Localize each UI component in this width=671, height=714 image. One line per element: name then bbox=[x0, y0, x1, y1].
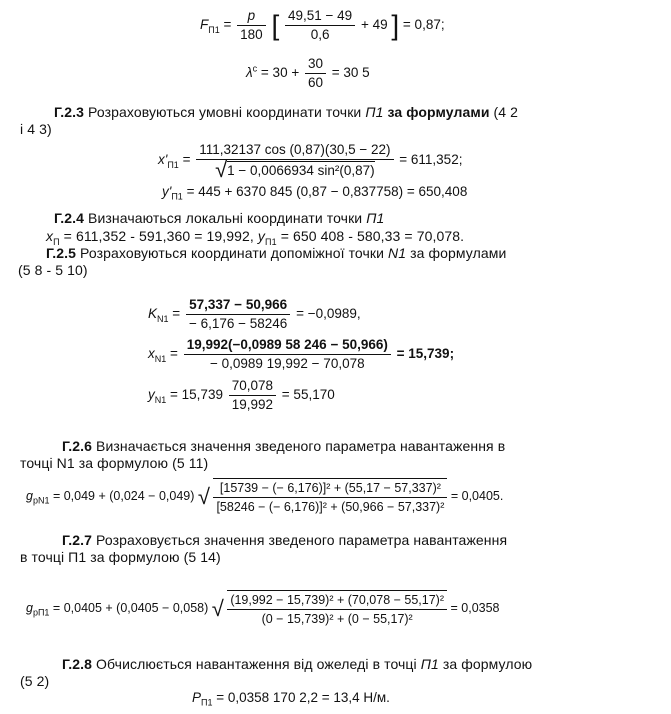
formula-x-n1: $x_{N1}$ = $\frac{19,992(-0,0989 58 246 - 50,966)}{- 0,0989 19,992 - 70,078}$ = 15,739; bbox=[148, 337, 455, 371]
formula-k-n1: $K_{N1}$ = $\frac{57,337 - 50,966}{- 6,176 - 58246}$ = −0,0989, bbox=[148, 297, 361, 331]
square-root: √ $\frac{\text{(19,992 − 15,739)² + (70,078 − 55,17)²}}{\text{(0 − 15,739)² + (0 − 55,17)²}}$ bbox=[212, 590, 447, 627]
heading-g27: Г.2.7 Розраховується значення зведеного параметра навантаження bbox=[62, 532, 508, 548]
formula-lambda: $\lambda^c = 30$ + $\frac{30}{60}$ = 30 5 bbox=[246, 56, 370, 90]
formula-lhs: F bbox=[200, 17, 209, 33]
formula-inner-fraction: $\frac{49,51 - 49}{0,6}$ bbox=[285, 8, 355, 43]
heading-g25-line2: (5 8 - 5 10) bbox=[18, 262, 88, 278]
formula-fraction: $\frac{70,078}{19,992}$ bbox=[229, 378, 276, 413]
formula-y-p1: $y'_{П1} = 445 + 6370$ 845 (0,87 − 0,837758) = 650,408 bbox=[162, 184, 468, 202]
heading-g26-line2: точці N1 за формулою (5 11) bbox=[20, 455, 209, 471]
formula-g-pp1: $g_{pП1} = 0,0405 + (0,0405 - 0,058)$ √ $\frac{\text{(19,992 − 15,739)² + (70,078 − 55,17)²}}{\text{(0 − 15,739)² + (0 − 55,17)²}}$ = 0,0358 bbox=[26, 590, 500, 627]
bracket-right: ] bbox=[391, 9, 400, 41]
formula-x-p1: $x'_{П1}$ = $\frac{111,32137 \cos (0,87)(30,5 - 22)}{\text{√1 − 0,0066934 sin²(0,87)}}$ = 611,352; bbox=[158, 142, 463, 182]
heading-g23: Г.2.3 Розраховуються умовні координати точки П1 за формулами (4 2 bbox=[54, 104, 519, 120]
formula-f-p1: $F_{П1}$ = $\frac{p}{180}$ [ $\frac{49,51 - 49}{0,6}$ + 49 ] = 0,87; bbox=[200, 8, 445, 42]
local-coordinates: $x_П = 611,352 - 591,360 = 19,992$, $y_{П1} = 650$ 408 - 580,33 = 70,078. bbox=[46, 228, 465, 247]
formula-fraction: $\frac{57,337 - 50,966}{- 6,176 - 58246}$ bbox=[186, 297, 290, 332]
formula-p-p1: $P_{П1} = 0,0358$ 170 2,2 = 13,4 Н/м. bbox=[192, 690, 390, 708]
heading-g28-line2: (5 2) bbox=[20, 673, 50, 689]
heading-g23-line2: і 4 3) bbox=[20, 121, 52, 137]
formula-fraction: $\frac{30}{60}$ bbox=[305, 56, 326, 91]
heading-g28: Г.2.8 Обчислюється навантаження від ожеледі в точці П1 за формулою bbox=[62, 656, 533, 672]
formula-y-n1: $y_{N1} = 15,739$ $\frac{70,078}{19,992}$ = 55,170 bbox=[148, 378, 335, 412]
heading-g24: Г.2.4 Визначаються локальні координати точки П1 bbox=[54, 210, 385, 226]
formula-g-pn1: $g_{pN1} = 0,049 + (0,024 - 0,049)$ √ $\frac{\text{[15739 − (− 6,176)]² + (55,17 − 57,337)²}}{\text{[58246 − (− 6,176)]² + (50,966 − 57,337)²}}$ = 0,0405. bbox=[26, 478, 503, 515]
formula-fraction: $\frac{111,32137 \cos (0,87)(30,5 - 22)}{\text{√1 − 0,0066934 sin²(0,87)}}$ bbox=[196, 142, 393, 179]
bracket-left: [ bbox=[271, 9, 280, 41]
heading-g27-line2: в точці П1 за формулою (5 14) bbox=[20, 549, 221, 565]
square-root: √ $\frac{\text{[15739 − (− 6,176)]² + (55,17 − 57,337)²}}{\text{[58246 − (− 6,176)]² + (50,966 − 57,337)²}}$ bbox=[198, 478, 448, 515]
formula-fraction: $\frac{19,992(-0,0989 58 246 - 50,966)}{- 0,0989 19,992 - 70,078}$ bbox=[184, 337, 391, 372]
formula-sub: П1 bbox=[208, 24, 220, 35]
heading-g25: Г.2.5 Розраховуються координати допоміжної точки N1 за формулами bbox=[46, 245, 507, 261]
formula-fraction: $\frac{p}{180}$ bbox=[237, 8, 266, 43]
heading-g26: Г.2.6 Визначається значення зведеного параметра навантаження в bbox=[62, 438, 506, 454]
